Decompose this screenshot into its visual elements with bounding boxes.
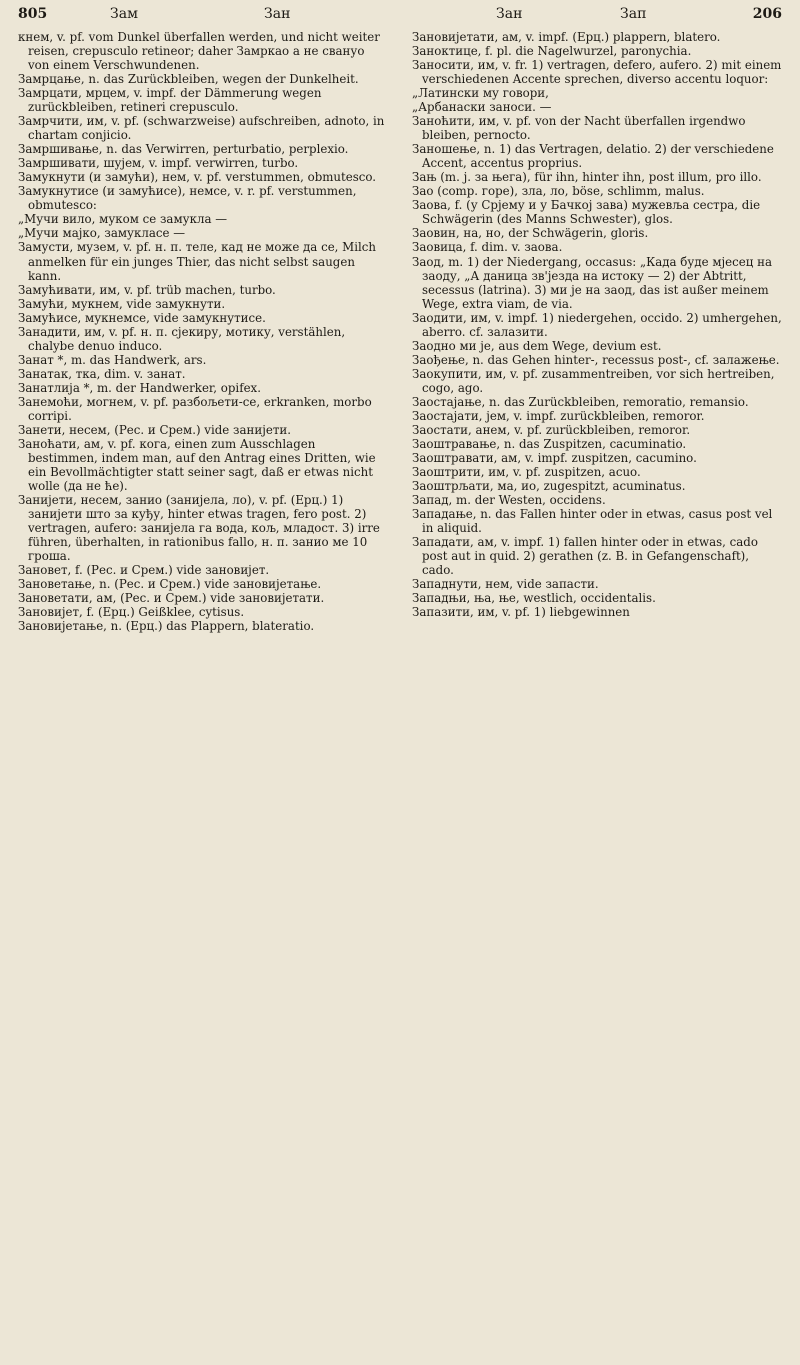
dictionary-entry: Зановет, f. (Рес. и Срем.) vide зановијет. [18,563,270,578]
dictionary-entry: „Арбанаски заноси. — [412,100,552,115]
dictionary-entry: Заноктице, f. pl. die Nagelwurzel, paronychia. [412,44,692,59]
dictionary-entry: Заођење, n. das Gehen hinter-, recessus post-, cf. залажење. [412,352,780,367]
dictionary-entry: Зановијет, f. (Ерц.) Geißklee, cytisus. [18,605,245,620]
dictionary-entry: Заовица, f. dim. v. заова. [412,240,563,255]
dictionary-entry: Заостајати, јем, v. impf. zurückbleiben, remoror. [412,408,705,423]
page-number-right: 206 [752,6,782,22]
dictionary-entry: „Латински му говори, [412,86,549,101]
dictionary-entry: Западњи, ња, ње, westlich, occidentalis. [412,591,656,606]
dictionary-entry: Занети, несем, (Рес. и Срем.) vide занијети. [18,422,291,437]
dictionary-entry: „Мучи мајко, замукласе — [18,226,186,241]
dictionary-entry: Заоштрљати, ма, ио, zugespitzt, acuminatus. [412,479,686,493]
dictionary-entry: Заод, m. 1) der Niedergang, occasus: „Када буде мјесец на заоду, „А даница зв'језда на истоку — 2) der Abtritt, secessus (latrina). 3) ми је на заод, das ist außer meinem Wege, extra viam, de via. [412,254,772,311]
dictionary-entry: Зао (comp. горе), зла, ло, böse, schlimm, malus. [412,184,705,199]
dictionary-entry: Заостајање, n. das Zurückbleiben, remoratio, remansio. [412,394,749,409]
dictionary-entry: Замрцати, мрцем, v. impf. der Dämmerung wegen zurückbleiben, retineri crepusculo. [18,86,322,115]
dictionary-entry: Зановијетање, n. (Ерц.) das Plappern, blateratio. [18,619,315,634]
dictionary-entry: Заноћити, им, v. pf. von der Nacht überfallen irgendwo bleiben, pernocto. [412,114,746,143]
dictionary-entry: Замусти, музем, v. pf. н. п. теле, кад не може да се, Milch anmelken für ein junges Thier, das nicht selbst saugen kann. [18,240,377,283]
dictionary-entry: Замућисе, мукнемсе, vide замукнутисе. [18,310,266,325]
dictionary-entry: Заова, f. (у Срјему и у Бачкој зава) мужевља сестра, die Schwägerin (des Manns Schwester), glos. [412,198,761,227]
guide-word-right-first: Зан [496,6,523,22]
dictionary-entry: Занатак, тка, dim. v. занат. [18,366,186,381]
page-header [18,6,782,28]
dictionary-entry: Западнути, нем, vide запасти. [412,577,599,592]
dictionary-entry: Замршивање, n. das Verwirren, perturbatio, perplexio. [18,142,349,157]
dictionary-entry: Западати, ам, v. impf. 1) fallen hinter oder in etwas, cado post aut in quid. 2) gerathen (z. B. in Gefangenschaft), cado. [412,535,758,578]
dictionary-entry: Заоштрити, им, v. pf. zuspitzen, acuo. [412,464,641,479]
dictionary-entry: кнем, v. pf. vom Dunkel überfallen werden, und nicht weiter reisen, crepusculo retineor; daher Замркао а не свануо von einem Verschwundenen. [18,30,380,73]
left-column [18,30,388,633]
guide-word-left-first: Зам [110,6,138,22]
dictionary-entry: Зановијетати, ам, v. impf. (Ерц.) plappern, blatero. [412,30,721,44]
dictionary-entry: Занатлија *, m. der Handwerker, opifex. [18,380,261,395]
dictionary-entry: Занијети, несем, занио (занијела, ло), v. pf. (Ерц.) 1) занијети што за куђу, hinter etwas tragen, fero post. 2) vertragen, aufero: занијела га вода, кољ, младост. 3) irre führen, überhalten, in rationibus fallo, н. п. занио ме 10 гроша. [18,493,380,564]
dictionary-entry: Заношење, n. 1) das Vertragen, delatio. 2) der verschiedene Accent, accentus proprius. [412,142,774,171]
dictionary-entry: Замукнути (и замући), нем, v. pf. verstummen, obmutesco. [18,170,377,185]
right-column [412,30,782,619]
dictionary-entry: Занат *, m. das Handwerk, ars. [18,352,207,367]
guide-word-right-last: Зап [620,6,647,22]
dictionary-entry: Замукнутисе (и замућисе), немсе, v. r. pf. verstummen, obmutesco: [18,184,357,213]
dictionary-entry: Заоштравање, n. das Zuspitzen, cacuminatio. [412,436,687,451]
dictionary-entry: Зањ (m. j. за њега), für ihn, hinter ihn, post illum, pro illo. [412,170,762,185]
dictionary-entry: Заодити, им, v. impf. 1) niedergehen, occido. 2) umhergehen, aberro. cf. залазити. [412,310,782,339]
dictionary-entry: „Мучи вило, муком се замукла — [18,212,228,227]
dictionary-entry: Зановетање, n. (Рес. и Срем.) vide зановијетање. [18,577,322,592]
guide-word-left-last: Зан [264,6,291,22]
page-number-left: 805 [18,6,48,22]
dictionary-entry: Заносити, им, v. fr. 1) vertragen, defero, aufero. 2) mit einem verschiedenen Accente sprechen, diverso accentu loquor: [412,58,782,87]
dictionary-entry: Заовин, на, но, der Schwägerin, gloris. [412,226,649,241]
dictionary-entry: Замућивати, им, v. pf. trüb machen, turbo. [18,282,276,297]
dictionary-entry: Зановетати, ам, (Рес. и Срем.) vide зановијетати. [18,591,325,606]
dictionary-entry: Заоштравати, ам, v. impf. zuspitzen, cacumino. [412,450,697,465]
dictionary-entry: Занадити, им, v. pf. н. п. сјекиру, мотику, verstählen, chalybe denuo induco. [18,324,346,353]
dictionary-entry: Замрчити, им, v. pf. (schwarzweise) aufschreiben, adnoto, in chartam conjicio. [18,114,385,143]
dictionary-entry: Замући, мукнем, vide замукнути. [18,296,226,311]
dictionary-entry: Замрцање, n. das Zurückbleiben, wegen der Dunkelheit. [18,72,359,87]
dictionary-entry: Замршивати, шујем, v. impf. verwirren, turbo. [18,156,299,171]
dictionary-entry: Заодно ми је, aus dem Wege, devium est. [412,338,662,353]
dictionary-entry: Запазити, им, v. pf. 1) liebgewinnen [412,605,630,620]
dictionary-entry: Заостати, анем, v. pf. zurückbleiben, remoror. [412,422,691,437]
dictionary-entry: Западање, n. das Fallen hinter oder in etwas, casus post vel in aliquid. [412,507,773,536]
dictionary-entry: Заокупити, им, v. pf. zusammentreiben, vor sich hertreiben, cogo, ago. [412,366,775,395]
dictionary-entry: Заноћати, ам, v. pf. кога, einen zum Ausschlagen bestimmen, indem man, auf den Antrag eines Dritten, wie ein Bevollmächtigter statt seiner sagt, daß er etwas nicht wolle (да не ће). [18,436,376,493]
dictionary-entry: Занемоћи, могнем, v. pf. разбољети-се, erkranken, morbo corripi. [18,394,372,423]
dictionary-entry: Запад, m. der Westen, occidens. [412,493,606,508]
